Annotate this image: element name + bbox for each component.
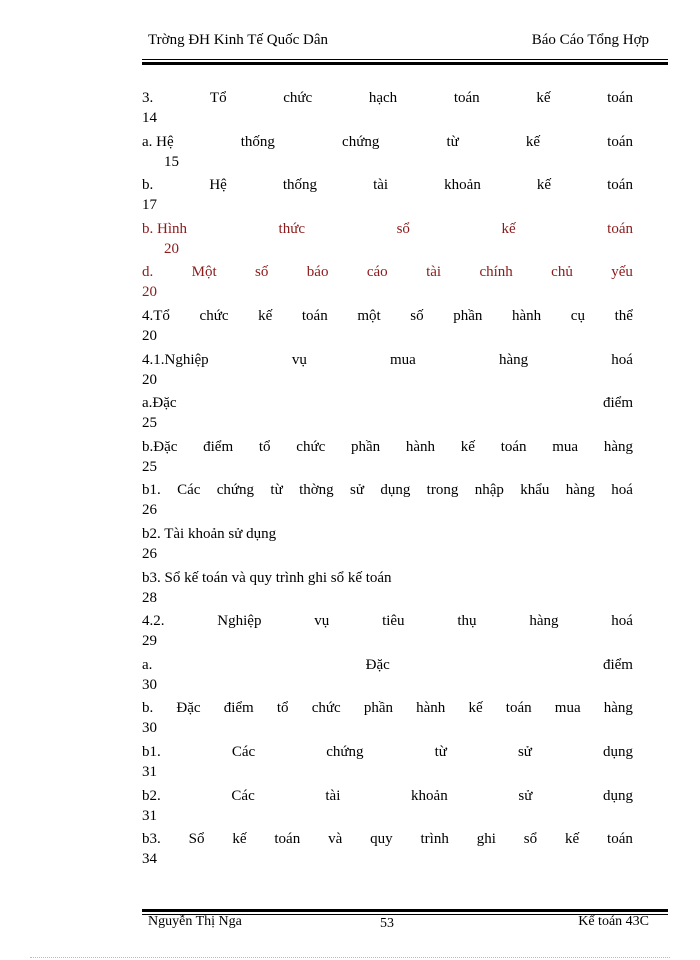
footer-page-number: 53 — [380, 916, 394, 931]
toc-title-word: toán — [607, 831, 633, 848]
toc-title-word: từ — [446, 133, 459, 150]
toc-title-word: b1. — [142, 743, 161, 760]
toc-title-word: chức — [199, 307, 229, 324]
toc-entry-title — [142, 742, 633, 762]
toc-title-word: 3. — [142, 90, 154, 106]
toc-entry-page: 25 — [142, 415, 157, 432]
toc-title-word: cụ — [570, 307, 585, 324]
toc-title-word: thụ — [457, 613, 477, 630]
toc-title-word: hàng — [603, 438, 633, 455]
toc-title-word: toán — [505, 700, 532, 717]
toc-title-word: b3. — [142, 831, 161, 848]
toc-title-word: Đặc — [176, 700, 201, 717]
toc-entry-page: 20 — [142, 371, 157, 388]
toc-title-word: khoản — [444, 177, 481, 194]
toc-title-word: thống — [240, 133, 275, 150]
toc-title-word: thờng — [299, 482, 334, 499]
toc-title-word: từ — [434, 743, 447, 760]
page-edge-dotted-line — [30, 957, 670, 958]
toc-title-word: số — [410, 307, 424, 324]
toc-title-word: mua — [389, 351, 416, 368]
toc-entry-title — [142, 480, 633, 500]
toc-title-word: tài — [373, 177, 389, 194]
toc-entry-title — [142, 262, 633, 282]
header-school: Trờng ĐH Kinh Tế Quốc Dân — [148, 32, 329, 48]
footer-author: Nguyễn Thị Nga — [148, 914, 242, 929]
toc-title-word: Nghiệp — [217, 613, 262, 630]
toc-entry-title — [142, 524, 633, 544]
toc-title-word: hoá — [611, 351, 633, 368]
toc-entry-title — [142, 306, 633, 326]
toc-title-word: ghi — [476, 831, 496, 848]
toc-title-word: hạch — [368, 90, 398, 106]
toc-title-word: hàng — [498, 351, 529, 368]
toc-entry — [142, 480, 633, 524]
toc-title-word: kế — [536, 90, 551, 106]
toc-title-word: hoá — [611, 482, 633, 499]
toc-entry-title — [142, 437, 633, 457]
toc-title-word: số — [255, 264, 269, 281]
toc-entry — [142, 655, 633, 699]
toc-entry-title — [142, 655, 633, 675]
toc-title-word: kế — [565, 831, 580, 848]
toc-entry-title — [142, 88, 633, 108]
toc-title-word: sử — [518, 787, 533, 804]
toc-title-word: điểm — [203, 438, 234, 455]
toc-title-word: và — [328, 831, 343, 848]
toc-title-word: chính — [479, 264, 513, 281]
toc-title-word: từ — [270, 482, 283, 499]
toc-title-word: sổ — [523, 831, 538, 848]
footer-rule-thick — [142, 909, 668, 912]
header-report-title: Báo Cáo Tổng Hợp — [531, 32, 649, 48]
toc-title-word: b.Đặc — [142, 438, 178, 455]
toc-title-word: Đặc — [365, 656, 390, 673]
toc-title-word: chức — [296, 438, 326, 455]
toc-title-word: phần — [363, 700, 393, 717]
toc-title-word: a. — [142, 656, 153, 673]
toc-title-word: cáo — [366, 264, 388, 281]
toc-title-word: a. Hệ — [142, 133, 174, 150]
toc-entry-page: 25 — [142, 458, 157, 475]
toc-title-word: b3. Sổ kế toán và quy trình ghi sổ kế toán — [142, 569, 392, 586]
toc-entry — [142, 742, 633, 786]
toc-title-word: một — [357, 307, 381, 324]
toc-title-word: yếu — [611, 264, 633, 281]
toc-title-word: tài — [325, 787, 341, 804]
toc-title-word: b. Hình — [142, 220, 187, 237]
toc-entry — [142, 393, 633, 437]
toc-title-word: kế — [525, 133, 541, 150]
toc-title-word: hành — [405, 438, 436, 455]
toc-title-word: thức — [278, 220, 306, 237]
toc-title-word: toán — [607, 90, 633, 106]
toc-entry — [142, 219, 633, 263]
toc-entry — [142, 132, 633, 176]
toc-title-word: thống — [282, 177, 318, 194]
toc-entry-page: 20 — [164, 240, 179, 257]
toc-title-word: toán — [607, 220, 633, 237]
toc-title-word: 4.2. — [142, 613, 165, 630]
toc-title-word: toán — [274, 831, 301, 848]
toc-entry — [142, 262, 633, 306]
toc-entry-page: 20 — [142, 327, 157, 344]
toc-entry-page: 14 — [142, 110, 157, 126]
toc-title-word: 4.Tổ — [142, 307, 170, 324]
toc-title-word: Các — [231, 743, 256, 760]
toc-title-word: b. — [142, 177, 154, 194]
toc-entry-title — [142, 132, 633, 152]
toc-entry — [142, 175, 633, 219]
toc-title-word: vụ — [314, 613, 330, 630]
toc-title-word: hoá — [611, 613, 633, 630]
toc-entry-page: 20 — [142, 284, 157, 301]
toc-title-word: b1. — [142, 482, 161, 499]
toc-title-word: phần — [453, 307, 483, 324]
toc-title-word: hàng — [565, 482, 595, 499]
toc-title-word: Tổ — [209, 90, 227, 106]
toc-title-word: trong — [426, 482, 459, 499]
toc-title-word: kế — [232, 831, 247, 848]
toc-entry-page: 26 — [142, 502, 157, 519]
toc-title-word: báo — [306, 264, 329, 281]
toc-title-word: kế — [536, 177, 552, 194]
toc-title-word: dụng — [380, 482, 411, 499]
toc-entry-title — [142, 393, 633, 413]
toc-entry-page: 30 — [142, 676, 157, 693]
header-rule-thick — [142, 62, 668, 65]
toc-entry — [142, 698, 633, 742]
toc-entry-page: 31 — [142, 763, 157, 780]
table-of-contents — [142, 88, 633, 873]
toc-title-word: mua — [554, 700, 581, 717]
toc-title-word: thể — [614, 307, 633, 324]
toc-entry-title — [142, 568, 633, 588]
toc-title-word: b. — [142, 700, 154, 717]
footer-class: Kế toán 43C — [578, 914, 649, 929]
toc-title-word: hành — [416, 700, 446, 717]
toc-title-word: toán — [607, 177, 633, 194]
toc-title-word: kế — [460, 438, 475, 455]
toc-entry-page: 34 — [142, 851, 157, 868]
toc-title-word: khoản — [411, 787, 448, 804]
toc-entry-page: 30 — [142, 720, 157, 737]
toc-entry-page: 17 — [142, 197, 157, 214]
toc-entry-title — [142, 611, 633, 631]
toc-entry — [142, 611, 633, 655]
toc-entry-title — [142, 698, 633, 718]
toc-title-word: điểm — [602, 656, 633, 673]
toc-entry — [142, 786, 633, 830]
toc-title-word: tổ — [258, 438, 271, 455]
toc-title-word: sử — [350, 482, 364, 499]
toc-title-word: dụng — [602, 743, 633, 760]
toc-entry — [142, 829, 633, 873]
toc-title-word: kế — [501, 220, 516, 237]
toc-title-word: tiêu — [382, 613, 405, 630]
toc-entry-page: 28 — [142, 589, 157, 606]
toc-entry-title — [142, 350, 633, 370]
toc-title-word: điểm — [223, 700, 254, 717]
toc-title-word: Các — [231, 787, 255, 804]
toc-title-word: toán — [607, 133, 633, 150]
toc-title-word: hàng — [603, 700, 633, 717]
toc-entry-page: 15 — [164, 153, 179, 170]
toc-title-word: mua — [552, 438, 579, 455]
toc-title-word: kế — [258, 307, 273, 324]
toc-entry — [142, 437, 633, 481]
toc-title-word: chức — [311, 700, 341, 717]
toc-title-word: hàng — [529, 613, 559, 630]
toc-title-word: 4.1.Nghiệp — [142, 351, 209, 368]
toc-title-word: b2. Tài khoản sử dụng — [142, 525, 277, 542]
toc-title-word: Hệ — [209, 177, 227, 194]
toc-title-word: toán — [301, 307, 328, 324]
toc-title-word: chứng — [216, 482, 255, 499]
toc-title-word: chứng — [326, 743, 364, 760]
toc-title-word: phần — [350, 438, 381, 455]
toc-title-word: chứng — [342, 133, 380, 150]
toc-title-word: toán — [453, 90, 480, 106]
toc-title-word: Một — [191, 264, 217, 281]
toc-entry-title — [142, 219, 633, 239]
toc-title-word: chức — [283, 90, 313, 106]
toc-entry-title — [142, 829, 633, 849]
toc-title-word: khẩu — [520, 482, 550, 499]
toc-title-word: kế — [468, 700, 483, 717]
toc-title-word: hành — [512, 307, 542, 324]
toc-title-word: sử — [517, 743, 532, 760]
toc-entry — [142, 88, 633, 132]
toc-title-word: quy — [370, 831, 393, 848]
toc-entry-title — [142, 786, 633, 806]
toc-entry — [142, 350, 633, 394]
toc-title-word: toán — [500, 438, 527, 455]
toc-title-word: chủ — [551, 264, 573, 281]
toc-title-word: Các — [177, 482, 201, 499]
toc-entry — [142, 568, 633, 612]
toc-entry-page: 29 — [142, 633, 157, 650]
toc-title-word: trình — [420, 831, 449, 848]
toc-title-word: sổ — [396, 220, 410, 237]
toc-title-word: vụ — [291, 351, 307, 368]
toc-title-word: a.Đặc — [142, 395, 177, 412]
toc-title-word: điểm — [603, 395, 633, 412]
header-rule-thin — [142, 59, 668, 60]
toc-title-word: b2. — [142, 787, 161, 804]
toc-title-word: Sổ — [188, 831, 205, 848]
toc-entry — [142, 306, 633, 350]
toc-entry — [142, 524, 633, 568]
toc-entry-page: 26 — [142, 545, 157, 562]
toc-title-word: nhập — [474, 482, 504, 499]
toc-title-word: dụng — [603, 787, 633, 804]
toc-entry-page: 31 — [142, 807, 157, 824]
toc-title-word: tài — [426, 264, 442, 281]
toc-entry-title — [142, 175, 633, 195]
toc-title-word: d. — [142, 264, 154, 281]
toc-title-word: tổ — [276, 700, 289, 717]
